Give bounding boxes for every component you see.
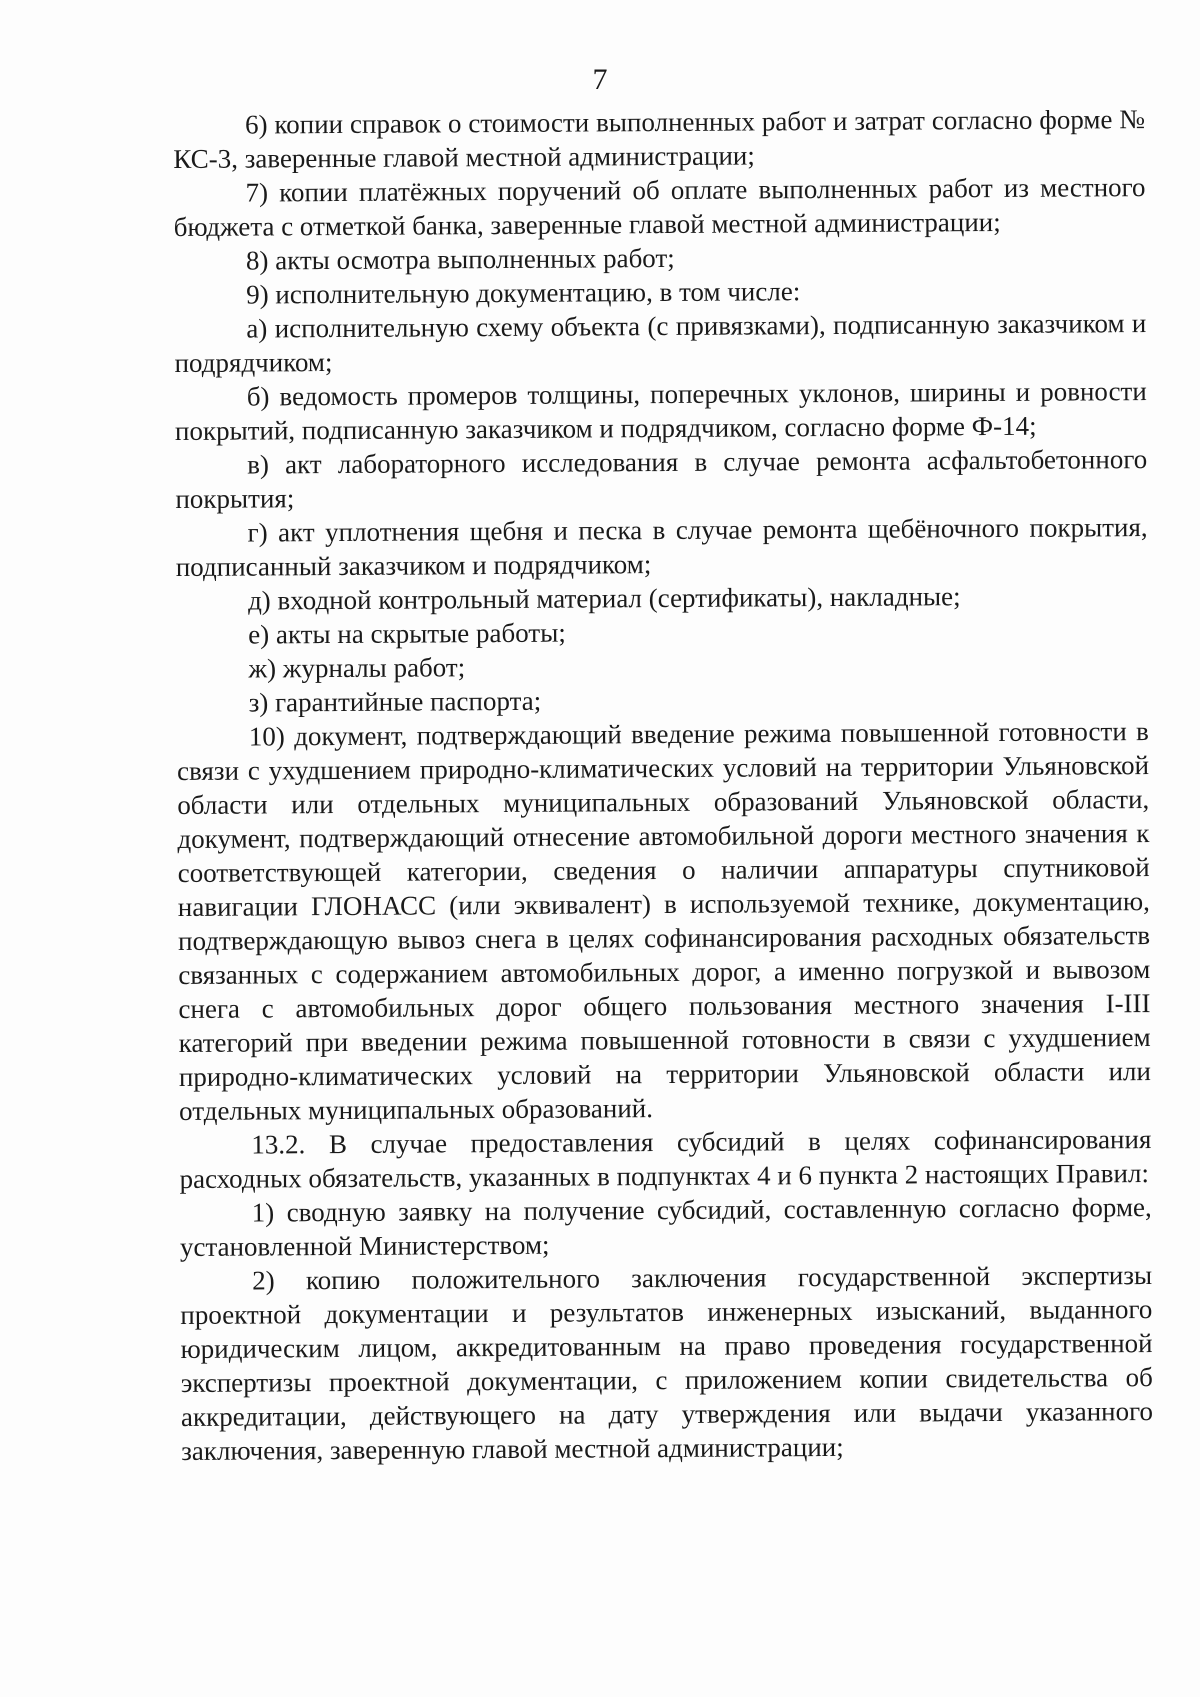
paragraph-item-2: 2) копию положительного заключения государственной экспертизы проектной документации и результатов инженерных изысканий, выданного юридическим лицом, аккредитованным на право проведения государственной экспертизы проектной документации, с приложением копии свидетельства об аккредитации, действующего на дату утверждения или выдачи указанного заключения, заверенную главой местной администрации;: [180, 1260, 1154, 1466]
paragraph-subitem-e: е) акты на скрытые работы;: [248, 617, 566, 650]
paragraph-subitem-b: б) ведомость промеров толщины, поперечных уклонов, ширины и ровности покрытий, подписанную заказчиком и подрядчиком, согласно форме Ф-14;: [174, 376, 1147, 446]
paragraph-subitem-a: а) исполнительную схему объекта (с привязками), подписанную заказчиком и подрядчиком;: [174, 308, 1147, 378]
paragraph-subitem-v: в) акт лабораторного исследования в случае ремонта асфальтобетонного покрытия;: [175, 444, 1148, 514]
paragraph-item-8: 8) акты осмотра выполненных работ;: [245, 242, 675, 276]
paragraph-item-10: 10) документ, подтверждающий введение режима повышенной готовности в связи с ухудшением природно-климатических условий на территории Ульяновской области или отдельных муниципальных образований Ульяновской области, документ, подтверждающий отнесение автомобильной дороги местного значения к соответствующей категории, сведения о наличии аппаратуры спутниковой навигации ГЛОНАСС (или эквивалент) в используемой технике, документацию, подтверждающую вывоз снега в целях софинансирования расходных обязательств связанных с содержанием автомобильных дорог, а именно погрузкой и вывозом снега с автомобильных дорог общего пользования местного значения I-III категорий при введении режима повышенной готовности в связи с ухудшением природно-климатических условий на территории Ульяновской области или отдельных муниципальных образований.: [176, 716, 1151, 1126]
paragraph-subitem-z: з) гарантийные паспорта;: [248, 685, 542, 718]
paragraph-subitem-g: г) акт уплотнения щебня и песка в случае ремонта щебёночного покрытия, подписанный заказчиком и подрядчиком;: [175, 512, 1148, 582]
paragraph-item-9: 9) исполнительную документацию, в том числе:: [246, 276, 801, 310]
paragraph-item-6: 6) копии справок о стоимости выполненных работ и затрат согласно форме № КС-3, заверенные главой местной администрации;: [173, 104, 1146, 174]
paragraph-subitem-zh: ж) журналы работ;: [248, 652, 466, 684]
paragraph-section-13-2: 13.2. В случае предоставления субсидий в целях софинансирования расходных обязательств, указанных в подпунктах 4 и 6 пункта 2 настоящих Правил:: [179, 1124, 1152, 1194]
paragraph-subitem-d: д) входной контрольный материал (сертификаты), накладные;: [247, 581, 961, 616]
document-body: [173, 102, 1153, 1468]
page-number: 7: [592, 63, 608, 96]
paragraph-item-7: 7) копии платёжных поручений об оплате выполненных работ из местного бюджета с отметкой банка, заверенные главой местной администрации;: [173, 172, 1146, 242]
paragraph-item-1: 1) сводную заявку на получение субсидий, составленную согласно форме, установленной Министерством;: [179, 1192, 1152, 1262]
